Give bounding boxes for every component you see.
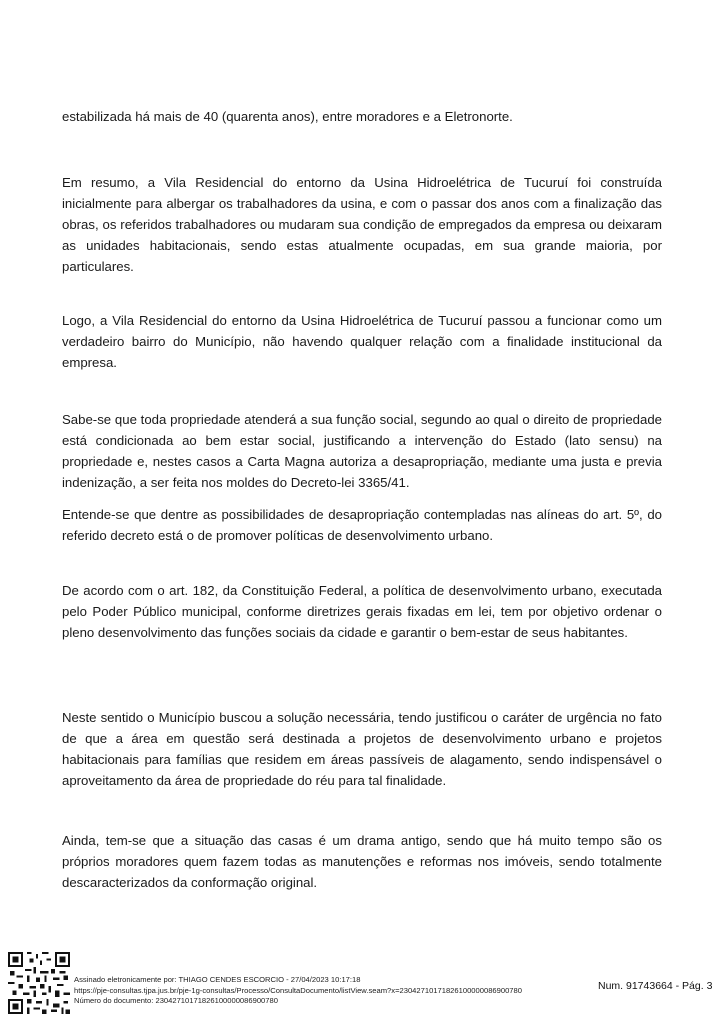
paragraph-6: De acordo com o art. 182, da Constituição Federal, a política de desenvolvimento urbano, executada pelo Poder Público municipal, conforme diretrizes gerais fixadas em lei, tem por objetivo ordenar o pleno desenvolvimento das funções sociais da cidade e garantir o bem-estar de seus habitantes. [62,583,662,640]
paragraph-1: estabilizada há mais de 40 (quarenta anos), entre moradores e a Eletronorte. [62,109,513,124]
paragraph-3: Logo, a Vila Residencial do entorno da Usina Hidroelétrica de Tucuruí passou a funcionar como um verdadeiro bairro do Município, não havendo qualquer relação com a finalidade institucional da empresa. [62,313,662,370]
paragraph-4: Sabe-se que toda propriedade atenderá a sua função social, segundo ao qual o direito de propriedade está condicionada ao bem estar social, justificando a intervenção do Estado (lato sensu) na propriedade e, nestes casos a Carta Magna autoriza a desapropriação, mediante uma justa e previa indenização, a ser feita nos moldes do Decreto-lei 3365/41. [62,412,662,490]
paragraph-2: Em resumo, a Vila Residencial do entorno da Usina Hidroelétrica de Tucuruí foi construída inicialmente para albergar os trabalhadores da usina, e com o passar dos anos com a finalização das obras, os referidos trabalhadores ou mudaram sua condição de empregados da empresa ou deixaram as unidades habitacionais, sendo estas atualmente ocupadas, em sua grande maioria, por particulares. [62,175,662,274]
qr-code-icon [8,952,70,1014]
document-number-line: Número do documento: 23042710171826100000086900780 [74,996,278,1005]
paragraph-8: Ainda, tem-se que a situação das casas é um drama antigo, sendo que há muito tempo são os próprios moradores quem fazem todas as manutenções e reformas nos imóveis, sendo totalmente descaracterizados da conformação original. [62,833,662,890]
document-url-link[interactable]: https://pje-consultas.tjpa.jus.br/pje-1g-consultas/Processo/ConsultaDocumento/listView.seam?x=23042710171826100000086900780 [74,985,522,995]
paragraph-7: Neste sentido o Município buscou a solução necessária, tendo justificou o caráter de urgência no fato de que a área em questão será destinada a projetos de desenvolvimento urbano e projetos habitacionais para famílias que residem em áreas passíveis de alagamento, sendo indispensável o aproveitamento da área de propriedade do réu para tal finalidade. [62,710,662,788]
paragraph-5: Entende-se que dentre as possibilidades de desapropriação contempladas nas alíneas do art. 5º, do referido decreto está o de promover políticas de desenvolvimento urbano. [62,507,662,543]
page-number-label: Num. 91743664 - Pág. 3 [598,980,713,992]
signed-by-line: Assinado eletronicamente por: THIAGO CENDES ESCORCIO - 27/04/2023 10:17:18 [74,975,361,984]
signature-footer [74,975,594,1007]
